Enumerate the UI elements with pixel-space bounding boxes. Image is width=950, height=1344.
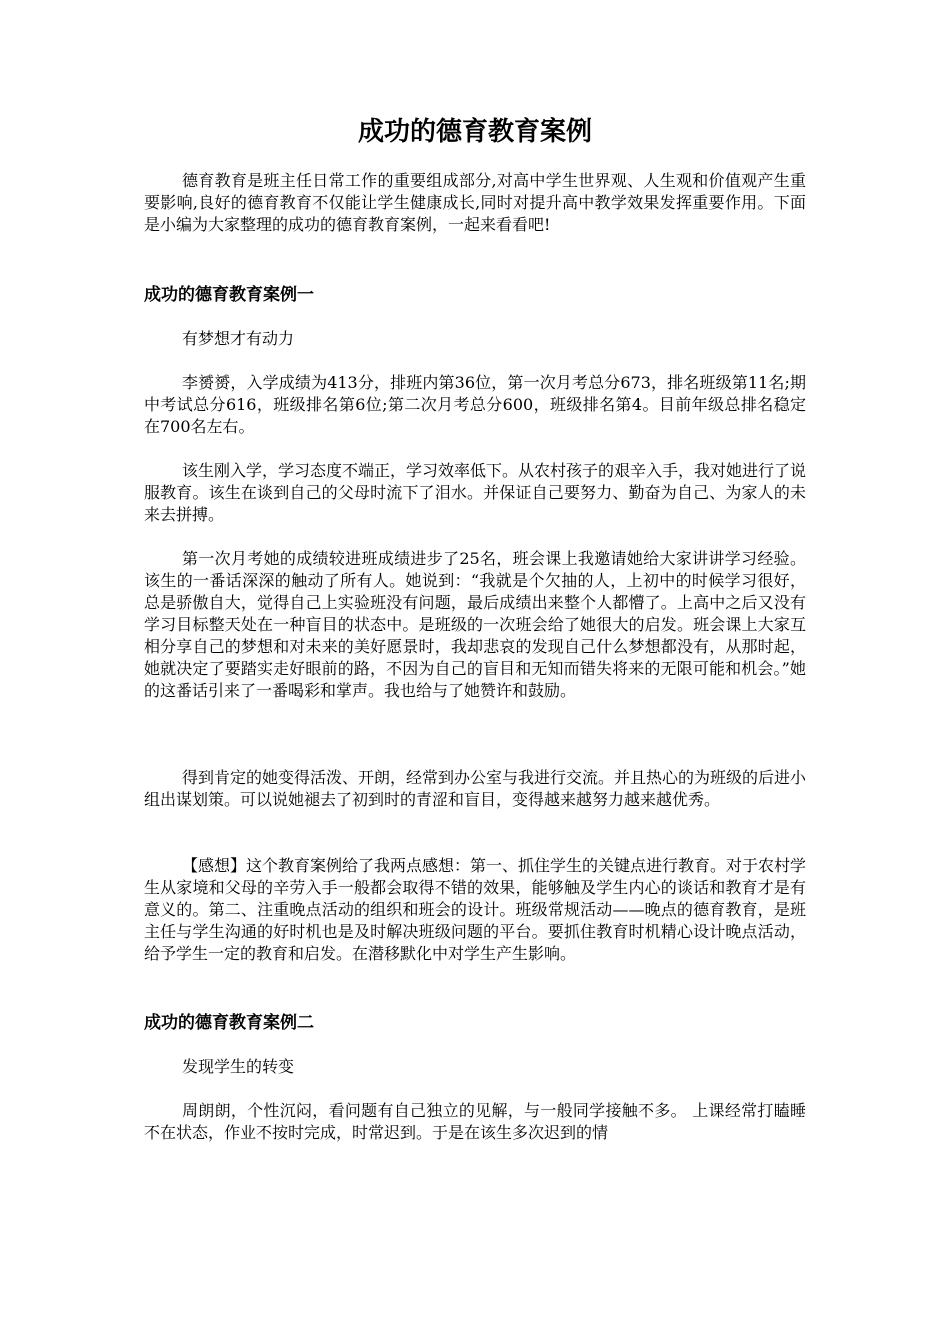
case1-paragraph-2: 该生刚入学，学习态度不端正，学习效率低下。从农村孩子的艰辛入手，我对她进行了说服教育。该生在谈到自己的父母时流下了泪水。并保证自己要努力、勤奋为自己、为家人的未来去拼搏。 (144, 461, 807, 524)
document-title: 成功的德育教育案例 (357, 117, 592, 147)
case1-paragraph-4: 得到肯定的她变得活泼、开朗，经常到办公室与我进行交流。并且热心的为班级的后进小组出谋划策。可以说她褪去了初到时的青涩和盲目，变得越来越努力越来越优秀。 (144, 768, 807, 809)
case1-heading: 成功的德育教育案例一 (144, 285, 314, 305)
case1-reflection-paragraph: 【感想】这个教育案例给了我两点感想：第一、抓住学生的关键点进行教育。对于农村学生从家境和父母的辛劳入手一般都会取得不错的效果，能够触及学生内心的谈话和教育才是有意义的。第二、注重晚点活动的组织和班会的设计。班级常规活动——晚点的德育教育，是班主任与学生沟通的好时机也是及时解决班级问题的平台。要抓住教育时机精心设计晚点活动，给予学生一定的教育和启发。在潜移默化中对学生产生影响。 (144, 856, 807, 963)
case1-paragraph-1: 李赟赟，入学成绩为413分，排班内第36位，第一次月考总分673，排名班级第11名;期中考试总分616，班级排名第6位;第二次月考总分600，班级排名第4。目前年级总排名稳定在700名左右。 (144, 373, 806, 436)
intro-paragraph: 德育教育是班主任日常工作的重要组成部分,对高中学生世界观、人生观和价值观产生重要影响,良好的德育教育不仅能让学生健康成长,同时对提升高中教学效果发挥重要作用。下面是小编为大家整理的成功的德育教育案例，一起来看看吧! (144, 171, 806, 234)
case1-subtitle: 有梦想才有动力 (182, 329, 295, 348)
case2-heading: 成功的德育教育案例二 (144, 1013, 314, 1033)
case2-subtitle: 发现学生的转变 (182, 1057, 295, 1076)
case1-paragraph-3: 第一次月考她的成绩较进班成绩进步了25名，班会课上我邀请她给大家讲讲学习经验。该生的一番话深深的触动了所有人。她说到：“我就是个欠抽的人，上初中的时候学习很好，总是骄傲自大，觉得自己上实验班没有问题，最后成绩出来整个人都懵了。上高中之后又没有学习目标整天处在一种盲目的状态中。是班级的一次班会给了她很大的启发。班会课上大家互相分享自己的梦想和对未来的美好愿景时，我却悲哀的发现自己什么梦想都没有，从那时起，她就决定了要踏实走好眼前的路，不因为自己的盲目和无知而错失将来的无限可能和机会。”她的这番话引来了一番喝彩和掌声。我也给与了她赞许和鼓励。 (144, 549, 806, 700)
case2-paragraph-1: 周朗朗，个性沉闷，看问题有自己独立的见解，与一般同学接触不多。 上课经常打瞌睡不在状态，作业不按时完成，时常迟到。于是在该生多次迟到的情 (144, 1101, 806, 1142)
